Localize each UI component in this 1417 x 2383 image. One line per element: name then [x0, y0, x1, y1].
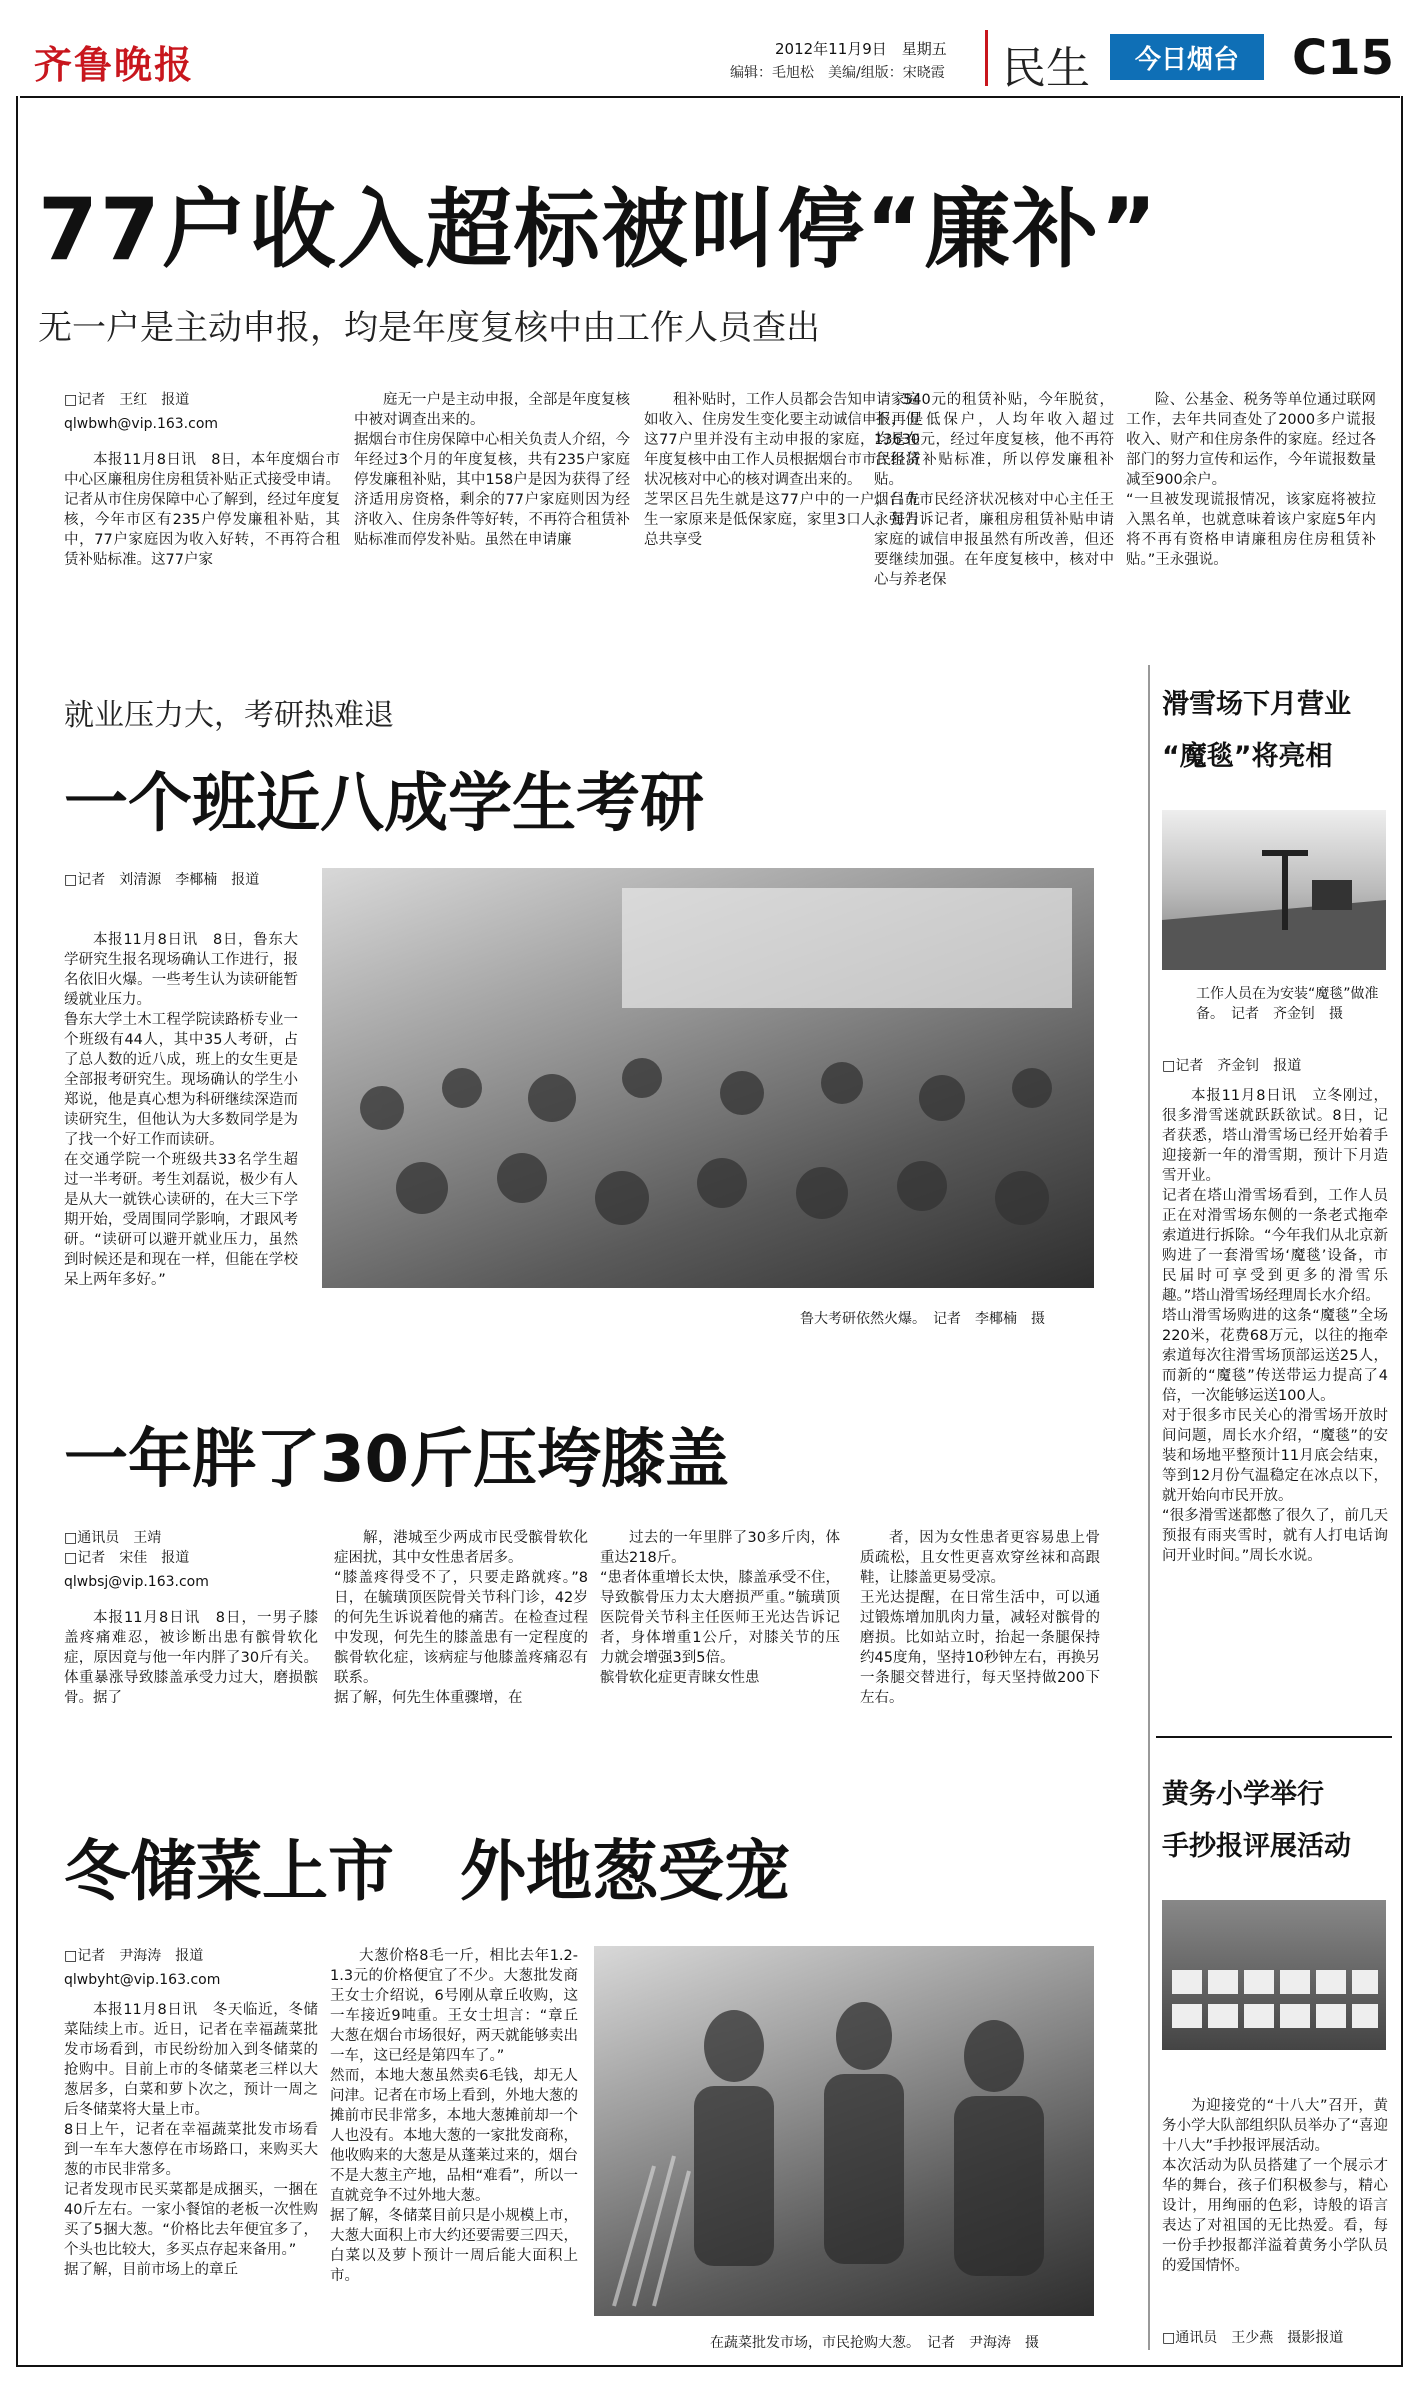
story2-kicker: 就业压力大，考研热难退: [64, 698, 394, 733]
sidebar2-title2: 手抄报评展活动: [1162, 1831, 1351, 1862]
story1-byline: □记者 王红 报道: [64, 392, 190, 408]
story1-col2: 庭无一户是主动申报，全部是年度复核中被对调查出来的。 据烟台市住房保障中心相关负责人介绍，今年经过3个月的年度复核，共有235户家庭停发廉租补贴，其中158户是因为获得了经济适用房资格，剩余的77户家庭则因为经济收入、住房条件等好转，不再符合租赁补贴标准而停发补贴。虽然在申请廉: [354, 392, 630, 548]
students-photo-graphic: [1162, 1900, 1386, 2050]
story2-byline: □记者 刘清源 李椰楠 报道: [64, 872, 260, 888]
editor-credits: 编辑：毛旭松 美编/组版：宋晓霞: [730, 65, 945, 81]
sidebar2-title1: 黄务小学举行: [1162, 1779, 1324, 1810]
page-number: C15: [1292, 30, 1395, 86]
story4-col2: 大葱价格8毛一斤，相比去年1.2-1.3元的价格便宜了不少。大葱批发商王女士介绍说，6号刚从章丘收购，这一车接近9吨重。王女士坦言：“章丘大葱在烟台市场很好，两天就能够卖出一车，这已经是第四车了。” 然而，本地大葱虽然卖6毛钱，却无人问津。记者在市场上看到，外地大葱的摊前市民非常多，本地大葱摊前却一个人也没有。本地大葱的一家批发商称，他收购来的大葱是从蓬莱过来的，烟台不是大葱主产地，品相“难看”，所以一直就竞争不过外地大葱。 据了解，冬储菜目前只是小规模上市，大葱大面积上市大约还要需要三四天，白菜以及萝卜预计一周后能大面积上市。: [330, 1948, 578, 2284]
story4-headline: 冬储菜上市 外地葱受宠: [64, 1833, 790, 1910]
story3-col1: 本报11月8日讯 8日，一男子膝盖疼痛难忍，被诊断出患有髌骨软化症，原因竟与他一年内胖了30斤有关。体重暴涨导致膝盖承受力过大，磨损髌骨。据了: [64, 1610, 318, 1706]
story4-caption: 在蔬菜批发市场，市民抢购大葱。 记者 尹海涛 摄: [710, 2335, 1039, 2351]
market-photo-graphic: [594, 1946, 1094, 2316]
story1-col3: 租补贴时，工作人员都会告知申请家庭如收入、住房发生变化要主动诚信申报，但这77户里并没有主动申报的家庭，均是在年度复核中由工作人员根据烟台市市民经济状况核对中心的核对调查出来的。 芝罘区吕先生就是这77户中的一户，吕先生一家原来是低保家庭，家里3口人，每月总共享受: [644, 392, 920, 548]
sidebar1-photo: [1162, 810, 1386, 970]
story2-text: 本报11月8日讯 8日，鲁东大学研究生报名现场确认工作进行，报名依旧火爆。一些考生认为读研能暂缓就业压力。 鲁东大学土木工程学院读路桥专业一个班级有44人，其中35人考研，占了总人数的近八成，班上的女生更是全部报考研究生。现场确认的学生小郑说，他是真心想为科研继续深造而读研究生，但他认为大多数同学是为了找一个好工作而读研。 在交通学院一个班级共33名学生超过一半考研。考生刘磊说，极少有人是从大一就铁心读研的，在大三下学期开始，受周围同学影响，才跟风考研。“读研可以避开就业压力，虽然到时候还是和现在一样，但能在学校呆上两年多好。”: [64, 932, 298, 1288]
masthead-logo: 齐鲁晚报: [34, 42, 195, 87]
sidebar1-text: 本报11月8日讯 立冬刚过，很多滑雪迷就跃跃欲试。8日，记者获悉，塔山滑雪场已经开始着手迎接新一年的滑雪期，预计下月造雪开业。 记者在塔山滑雪场看到，工作人员正在对滑雪场东侧的一条老式拖牵索道进行拆除。“今年我们从北京新购进了一套滑雪场‘魔毯’设备，市民届时可享受到更多的滑雪乐趣。”塔山滑雪场经理周长水介绍。 塔山滑雪场购进的这条“魔毯”全场220米，花费68万元，以往的拖牵索道每次往滑雪场顶部运送25人，而新的“魔毯”传送带运力提高了4倍，一次能够运送100人。 对于很多市民关心的滑雪场开放时间问题，周长水介绍，“魔毯”的安装和场地平整预计11月底会结束，等到12月份气温稳定在冰点以下，就开始向市民开放。 “很多滑雪迷都憋了很久了，前几天预报有雨夹雪时，就有人打电话询问开业时间。”周长水说。: [1162, 1088, 1388, 1564]
sidebar1-caption: 工作人员在为安装“魔毯”做准备。 记者 齐金钊 摄: [1196, 986, 1379, 1022]
section-divider: [985, 30, 988, 86]
story1-col5: 险、公基金、税务等单位通过联网工作，去年共同查处了2000多户谎报收入、财产和住房条件的家庭。经过各部门的努力宣传和运作，今年谎报数量减至900余户。 “一旦被发现谎报情况，该家庭将被拉入黑名单，也就意味着该户家庭5年内将不再有资格申请廉租房住房租赁补贴。”王永强说。: [1126, 392, 1376, 568]
story1-col4: 540元的租赁补贴，今年脱贫，不再是低保户，人均年收入超过13630元，经过年度复核，他不再符合租赁补贴标准，所以停发廉租补贴。 烟台市市民经济状况核对中心主任王永强告诉记者，廉租房租赁补贴申请家庭的诚信申报虽然有所改善，但还要继续加强。在年度复核中，核对中心与养老保: [874, 392, 1114, 588]
sidebar2-byline: □通讯员 王少燕 摄影报道: [1162, 2330, 1344, 2346]
story2-caption: 鲁大考研依然火爆。 记者 李椰楠 摄: [800, 1311, 1045, 1327]
story1-headline: 77户收入超标被叫停“廉补”: [38, 180, 1159, 280]
story4-photo: [594, 1946, 1094, 2316]
sidebar2-text: 为迎接党的“十八大”召开，黄务小学大队部组织队员举办了“喜迎十八大”手抄报评展活动。 本次活动为队员搭建了一个展示才华的舞台，孩子们积极参与，精心设计，用绚丽的色彩，诗般的语言表达了对祖国的无比热爱。看，每一份手抄报都洋溢着黄务小学队员的爱国情怀。: [1162, 2098, 1388, 2274]
story4-byline: □记者 尹海涛 报道: [64, 1948, 204, 1964]
sidebar1-byline: □记者 齐金钊 报道: [1162, 1058, 1302, 1074]
story3-col2: 解，港城至少两成市民受髌骨软化症困扰，其中女性患者居多。 “膝盖疼得受不了，只要走路就疼。”8日，在毓璜顶医院骨关节科门诊，42岁的何先生诉说着他的痛苦。在检查过程中发现，何先生的膝盖患有一定程度的髌骨软化症，该病症与他膝盖疼痛忍有联系。 据了解，何先生体重骤增，在: [334, 1530, 588, 1706]
story2-photo: [322, 868, 1094, 1288]
story4-col1: 本报11月8日讯 冬天临近，冬储菜陆续上市。近日，记者在幸福蔬菜批发市场看到，市民纷纷加入到冬储菜的抢购中。目前上市的冬储菜老三样以大葱居多，白菜和萝卜次之，预计一周之后冬储菜将大量上市。 8日上午，记者在幸福蔬菜批发市场看到一车车大葱停在市场路口，来购买大葱的市民非常多。 记者发现市民买菜都是成捆买，一捆在40斤左右。一家小餐馆的老板一次性购买了5捆大葱。“价格比去年便宜多了，个头也比较大，多买点存起来备用。” 据了解，目前市场上的章丘: [64, 2002, 318, 2278]
sidebar1-title1: 滑雪场下月营业: [1162, 689, 1351, 720]
story3-col3: 过去的一年里胖了30多斤肉，体重达218斤。 “患者体重增长太快，膝盖承受不住，导致髌骨压力太大磨损严重。”毓璜顶医院骨关节科主任医师王光达告诉记者，身体增重1公斤，对膝关节的压力就会增强3到5倍。 髌骨软化症更青睐女性患: [600, 1530, 840, 1686]
story3-email: qlwbsj@vip.163.com: [64, 1574, 209, 1590]
story4-email: qlwbyht@vip.163.com: [64, 1972, 221, 1988]
section-name: 民生: [1002, 43, 1090, 94]
right-rule: [1401, 96, 1403, 2366]
sidebar-rule: [1148, 665, 1150, 2350]
story1-deck: 无一户是主动申报，均是年度复核中由工作人员查出: [38, 308, 820, 348]
story2-headline: 一个班近八成学生考研: [64, 767, 704, 841]
sidebar-separator: [1156, 1736, 1392, 1738]
left-rule: [16, 96, 18, 2366]
ski-photo-graphic: [1162, 810, 1386, 970]
sidebar1-title2: “魔毯”将亮相: [1162, 741, 1333, 772]
story3-byline: □通讯员 王靖 □记者 宋佳 报道: [64, 1530, 190, 1566]
story3-headline: 一年胖了30斤压垮膝盖: [64, 1423, 730, 1497]
section-badge: 今日烟台: [1110, 34, 1264, 80]
crowd-photo-graphic: [322, 868, 1094, 1288]
story3-col4: 者，因为女性患者更容易患上骨质疏松，且女性更喜欢穿丝袜和高跟鞋，让膝盖更易受凉。 王光达提醒，在日常生活中，可以通过锻炼增加肌肉力量，减轻对髌骨的磨损。比如站立时，抬起一条腿保持约45度角，坚持10秒钟左右，再换另一条腿交替进行，每天坚持做200下左右。: [860, 1530, 1100, 1706]
story1-email: qlwbwh@vip.163.com: [64, 416, 219, 432]
issue-date: 2012年11月9日 星期五: [775, 40, 947, 58]
top-rule: [20, 96, 1400, 98]
bottom-rule: [16, 2365, 1403, 2367]
story1-col1: 本报11月8日讯 8日，本年度烟台市中心区廉租房住房租赁补贴正式接受申请。记者从市住房保障中心了解到，经过年度复核，今年市区有235户停发廉租补贴，其中，77户家庭因为收入好转，不再符合租赁补贴标准。这77户家: [64, 452, 340, 568]
sidebar2-photo: [1162, 1900, 1386, 2050]
